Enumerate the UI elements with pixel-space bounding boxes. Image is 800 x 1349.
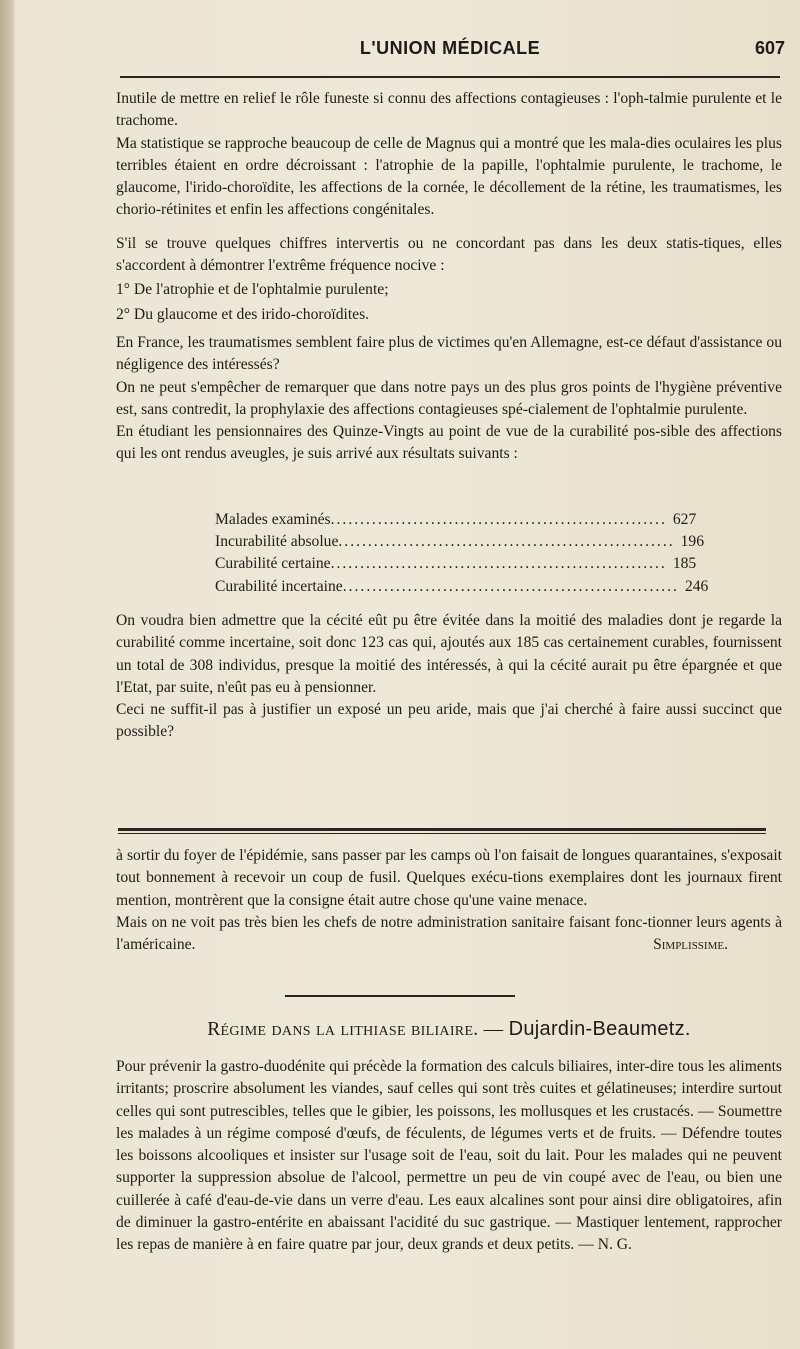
leader-dots: ......................................................... (330, 511, 667, 528)
paragraph-11: Pour prévenir la gastro-duodénite qui précède la formation des calculs biliaires, inter-dire tous les aliments irritants; proscrire absolument les viandes, sauf celles qui sont très cuites et gélatineuses; interdire surtout celles qui sont putrescibles, telles que le gibier, les poissons, les mollusques et les crustacés. — Soumettre les malades à un régime composé d'œufs, de féculents, de légumes verts et de fruits. — Défendre toutes les boissons alcooliques et insister sur l'usage soit de l'eau, soit du lait. Pour les malades qui ne peuvent supporter la suppression absolue de l'alcool, permettre un peu de vin coupé avec de l'eau, ou bien une cuillerée à café d'eau-de-vie dans un verre d'eau. Les eaux alcalines sont pour ainsi dire obligatoires, afin de diminuer la gastro-entérite en abaissant l'acidité du suc gastrique. — Mastiquer lentement, rapprocher les repas de manière à en faire quatre par jour, deux grands et deux petits. — N. G. (116, 1058, 782, 1254)
article-lithiasis-text (116, 1056, 782, 1257)
section-title (116, 1018, 782, 1041)
title-author: Dujardin-Beaumetz. (508, 1018, 691, 1040)
stat-label: Incurabilité absolue (215, 533, 339, 551)
article-ophthalmia-conclusion (116, 610, 782, 744)
title-label: Régime dans la lithiase biliaire. (207, 1019, 479, 1040)
paragraph-10 (116, 912, 782, 957)
stat-label: Malades examinés (215, 511, 331, 528)
running-title: L'UNION MÉDICALE (359, 38, 541, 58)
stat-value: 627 (672, 511, 697, 528)
short-rule (285, 995, 515, 997)
stat-row (215, 553, 697, 575)
paragraph-7: On voudra bien admettre que la cécité eût pu être évitée dans la moitié des maladies dont je regarde la curabilité comme incertaine, soit donc 123 cas qui, ajoutés aux 185 cas certainement curables, fournissent un total de 308 individus, presque la moitié des intéressés, à qui la cécité aurait pu être épargnée et que l'Etat, par suite, n'eût pas eu à pensionner. (116, 612, 782, 696)
list-item-2: 2° Du glaucome et des irido-choroïdites. (116, 305, 370, 323)
paragraph-10-text: Mais on ne voit pas très bien les chefs de notre administration sanitaire faisant fonc-tionner leurs agents à l'américaine. (116, 913, 782, 954)
paragraph-2: Ma statistique se rapproche beaucoup de celle de Magnus qui a montré que les mala-dies oculaires les plus terribles étaient en ordre décroissant : l'atrophie de la papille, l'ophtalmie purulente, le trachome, le glaucome, l'irido-choroïdite, les affections de la cornée, le décollement de la rétine, les traumatismes, les chorio-rétinites et enfin les affections congénitales. (116, 134, 782, 219)
paragraph-5: On ne peut s'empêcher de remarquer que dans notre pays un des plus gros points de l'hygiène préventive est, sans contredit, la prophylaxie des affections contagieuses spé-cialement de l'ophtalmie purulente. (116, 378, 782, 418)
article-ophthalmia-text (116, 88, 782, 466)
header-rule (120, 76, 780, 78)
title-dash: — (478, 1019, 509, 1040)
stat-value: 185 (672, 555, 697, 573)
paragraph-8: Ceci ne suffit-il pas à justifier un exposé un peu aride, mais que j'ai cherché à faire aussi succinct que possible? (116, 701, 782, 741)
paragraph-1: Inutile de mettre en relief le rôle funeste si connu des affections contagieuses : l'oph-talmie purulente et le trachome. (116, 90, 782, 130)
book-spine-shadow (0, 0, 14, 1349)
list-item-1: 1° De l'atrophie et de l'ophtalmie purulente; (116, 281, 389, 299)
stat-row (215, 576, 709, 598)
leader-dots: ......................................................... (338, 533, 675, 551)
article-quarantine-text (116, 845, 782, 956)
stat-row (215, 531, 705, 553)
stat-value: 196 (680, 533, 705, 551)
leader-dots: ......................................................... (330, 555, 667, 573)
page-header (115, 38, 785, 66)
paragraph-6: En étudiant les pensionnaires des Quinze-Vingts au point de vue de la curabilité pos-sible des affections qui les ont rendus aveugles, je suis arrivé aux résultats suivants : (116, 423, 782, 463)
page-number: 607 (754, 38, 785, 58)
stat-row (215, 509, 697, 531)
section-separator-rule (118, 828, 766, 834)
stat-label: Curabilité incertaine (215, 577, 343, 595)
paragraph-4: En France, les traumatismes semblent faire plus de victimes qu'en Allemagne, est-ce défaut d'assistance ou négligence des intéressés? (116, 333, 782, 374)
stat-label: Curabilité certaine (215, 555, 331, 573)
paragraph-9: à sortir du foyer de l'épidémie, sans passer par les camps où l'on faisait de longues quarantaines, s'exposait tout bonnement à recevoir un coup de fusil. Quelques exécu-tions exemplaires dont les journaux firent mention, montrèrent que la consigne était autre chose qu'une vaine menace. (116, 847, 782, 909)
stat-value: 246 (684, 577, 709, 595)
signature: Simplissime. (653, 936, 728, 954)
paragraph-3: S'il se trouve quelques chiffres intervertis ou ne concordant pas dans les deux statis-tiques, elles s'accordent à démontrer l'extrême fréquence nocive : (116, 234, 782, 275)
statistics-table (215, 509, 709, 598)
leader-dots: ......................................................... (342, 577, 679, 595)
